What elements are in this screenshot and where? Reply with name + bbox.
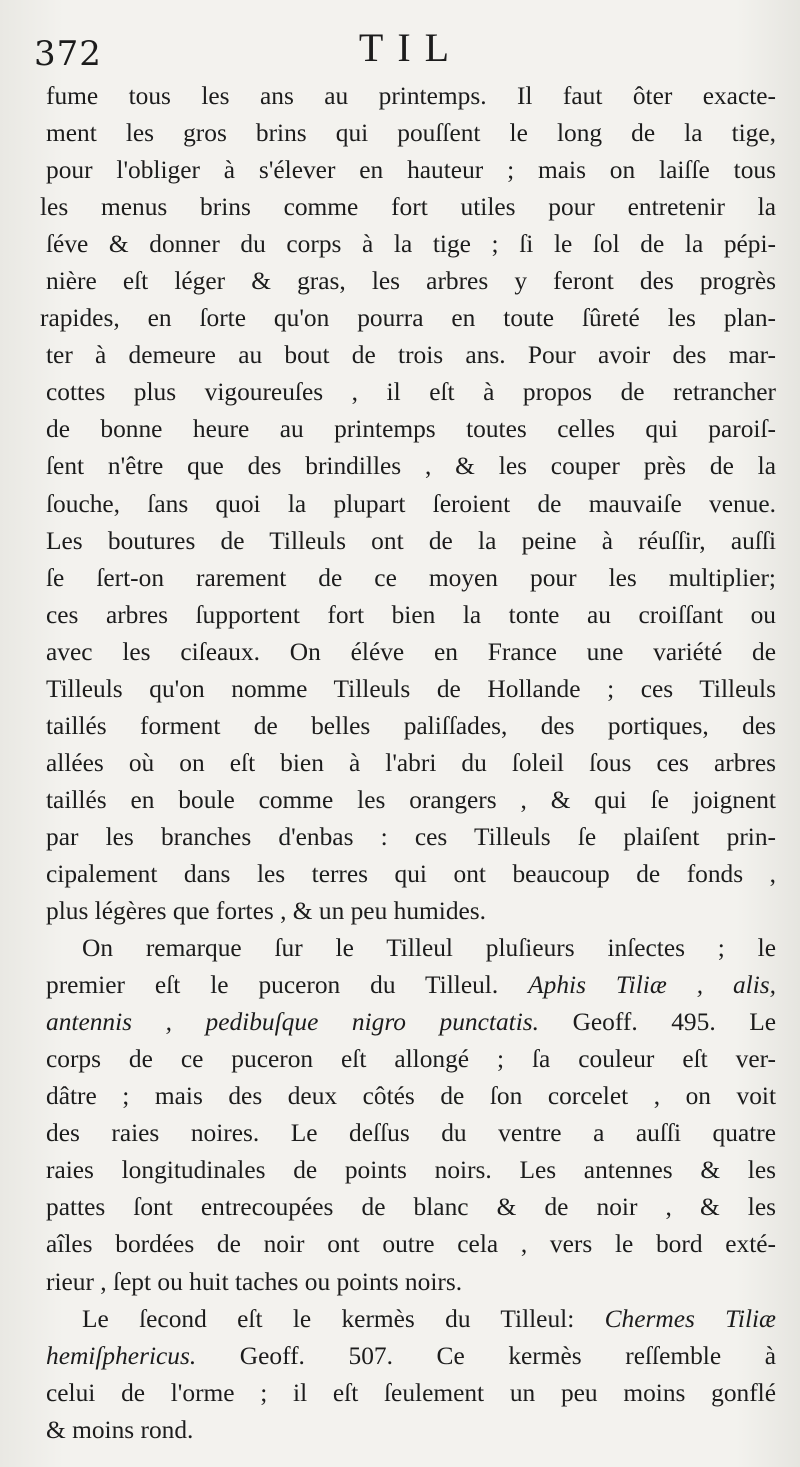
text-line: Tilleuls qu'on nomme Tilleuls de Hollande ; ces Tilleuls bbox=[46, 674, 776, 703]
text-line: premier eſt le puceron du Tilleul. Aphis Tiliæ , alis, bbox=[46, 971, 777, 1000]
text-line: & moins rond. bbox=[46, 1415, 194, 1444]
text-line: taillés en boule comme les orangers , & qui ſe joignent bbox=[46, 785, 776, 814]
text-line: ces arbres ſupportent fort bien la tonte au croiſſant ou bbox=[46, 600, 776, 629]
running-head: TIL bbox=[358, 25, 464, 70]
text-line: antennis , pedibuſque nigro punctatis. Geoff. 495. Le bbox=[46, 1008, 777, 1037]
text-line: celui de l'orme ; il eſt ſeulement un peu moins gonflé bbox=[46, 1378, 776, 1407]
page-header bbox=[34, 20, 776, 78]
text-line: pattes ſont entrecoupées de blanc & de noir , & les bbox=[46, 1193, 776, 1222]
text-line: aîles bordées de noir ont outre cela , vers le bord exté- bbox=[46, 1230, 776, 1259]
text-line: raies longitudinales de points noirs. Les antennes & les bbox=[46, 1156, 776, 1185]
text-line: plus légères que fortes , & un peu humides. bbox=[46, 897, 487, 926]
text-line: Le ſecond eſt le kermès du Tilleul: Chermes Tiliæ bbox=[82, 1304, 776, 1333]
text-line: rieur , ſept ou huit taches ou points noirs. bbox=[46, 1267, 463, 1296]
text-line: ſe ſert-on rarement de ce moyen pour les multiplier; bbox=[46, 563, 776, 592]
text-line: On remarque ſur le Tilleul pluſieurs inſectes ; le bbox=[82, 934, 776, 963]
paragraph-2 bbox=[46, 930, 776, 1300]
text-line: les menus brins comme fort utiles pour entretenir la bbox=[40, 193, 776, 222]
text-line: de bonne heure au printemps toutes celles qui paroiſ- bbox=[46, 415, 776, 444]
paragraph-3 bbox=[46, 1301, 776, 1449]
body-text bbox=[40, 78, 777, 1449]
text-line: cipalement dans les terres qui ont beaucoup de fonds , bbox=[46, 859, 776, 888]
text-line: fume tous les ans au printemps. Il faut ôter exacte- bbox=[46, 82, 776, 110]
text-line: ſéve & donner du corps à la tige ; ſi le ſol de la pépi- bbox=[46, 230, 776, 259]
text-line: avec les ciſeaux. On éléve en France une variété de bbox=[46, 637, 776, 666]
text-line: rapides, en ſorte qu'on pourra en toute ſûreté les plan- bbox=[40, 304, 776, 333]
text-line: dâtre ; mais des deux côtés de ſon corcelet , on voit bbox=[46, 1082, 776, 1111]
text-line: ſouche, ſans quoi la plupart ſeroient de mauvaiſe venue. bbox=[46, 489, 776, 518]
text-line: ſent n'être que des brindilles , & les couper près de la bbox=[46, 452, 776, 481]
text-line: par les branches d'enbas : ces Tilleuls ſe plaiſent prin- bbox=[46, 822, 776, 851]
text-line: hemiſphericus. Geoff. 507. Ce kermès reſſemble à bbox=[46, 1341, 776, 1370]
text-line: ter à demeure au bout de trois ans. Pour avoir des mar- bbox=[46, 341, 776, 370]
text-line: Les boutures de Tilleuls ont de la peine à réuſſir, auſſi bbox=[46, 526, 776, 555]
text-line: allées où on eſt bien à l'abri du ſoleil ſous ces arbres bbox=[46, 748, 776, 777]
text-line: des raies noires. Le deſſus du ventre a auſſi quatre bbox=[46, 1119, 776, 1148]
text-line: corps de ce puceron eſt allongé ; ſa couleur eſt ver- bbox=[46, 1045, 776, 1074]
page-number: 372 bbox=[34, 34, 102, 74]
text-line: ment les gros brins qui pouſſent le long de la tige, bbox=[46, 119, 776, 148]
text-line: pour l'obliger à s'élever en hauteur ; mais on laiſſe tous bbox=[46, 156, 776, 185]
text-line: nière eſt léger & gras, les arbres y feront des progrès bbox=[46, 267, 776, 296]
paragraph-1 bbox=[40, 78, 776, 930]
text-line: taillés forment de belles paliſſades, des portiques, des bbox=[46, 711, 776, 740]
text-line: cottes plus vigoureuſes , il eſt à propos de retrancher bbox=[46, 378, 776, 407]
